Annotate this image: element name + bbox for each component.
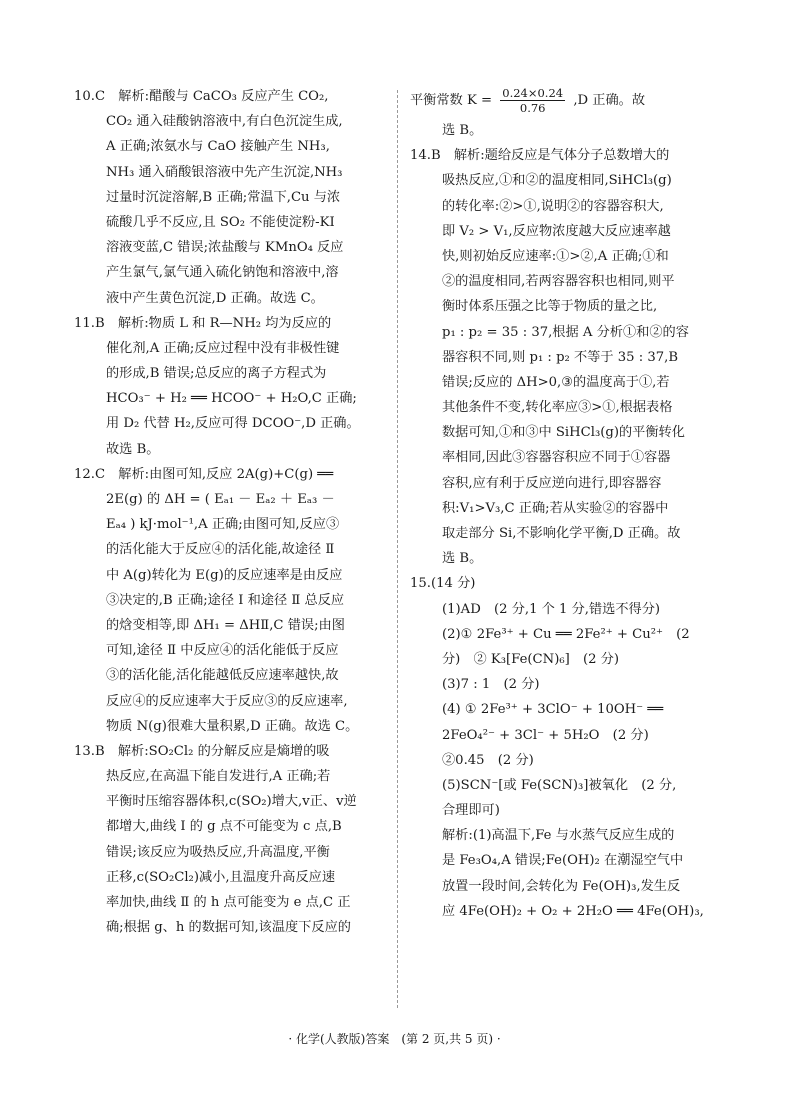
text-line: 2FeO₄²⁻ + 3Cl⁻ + 5H₂O (2 分) bbox=[442, 727, 649, 743]
text-line: (2)① 2Fe³⁺ + Cu ══ 2Fe²⁺ + Cu²⁺ (2 bbox=[442, 626, 690, 642]
text-line: 合理即可) bbox=[442, 803, 500, 819]
text-line: 可知,途径 Ⅱ 中反应④的活化能低于反应 bbox=[106, 643, 339, 659]
text-line: 应 4Fe(OH)₂ + O₂ + 2H₂O ══ 4Fe(OH)₃, bbox=[442, 903, 704, 919]
text-line: 错误;反应的 ΔH>0,③的温度高于①,若 bbox=[442, 374, 670, 390]
text-line: Eₐ₄ ) kJ·mol⁻¹,A 正确;由图可知,反应③ bbox=[106, 517, 340, 533]
text-line: p₁ : p₂ = 35 : 37,根据 A 分析①和②的容 bbox=[442, 324, 689, 340]
column-divider bbox=[397, 90, 398, 1008]
text-line: CO₂ 通入硅酸钠溶液中,有白色沉淀生成, bbox=[106, 114, 343, 130]
right-column bbox=[410, 84, 723, 924]
text-line: 10.C 解析:醋酸与 CaCO₃ 反应产生 CO₂, bbox=[74, 89, 329, 104]
text-line: 2E(g) 的 ΔH = ( Eₐ₁ － Eₐ₂ ＋ Eₐ₃ － bbox=[106, 492, 335, 507]
k-suffix: ,D 正确。故 bbox=[573, 93, 646, 108]
text-line: 快,则初始反应速率:①>②,A 正确;①和 bbox=[442, 248, 669, 264]
text-line: NH₃ 通入硝酸银溶液中先产生沉淀,NH₃ bbox=[106, 164, 343, 180]
text-line: 都增大,曲线 Ⅰ 的 g 点不可能变为 c 点,B bbox=[106, 819, 342, 835]
page-footer: · 化学(人教版)答案 (第 2 页,共 5 页) · bbox=[288, 1032, 501, 1046]
text-line: 率加快,曲线 Ⅱ 的 h 点可能变为 e 点,C 正 bbox=[106, 895, 351, 910]
left-column bbox=[74, 84, 388, 940]
k-numerator: 0.24×0.24 bbox=[502, 86, 564, 100]
text-line: 正移,c(SO₂Cl₂)减小,且温度升高反应速 bbox=[106, 869, 336, 885]
text-line: 选 B。 bbox=[442, 123, 483, 138]
text-line: 错误;该反应为吸热反应,升高温度,平衡 bbox=[106, 844, 330, 860]
text-line: 的活化能大于反应④的活化能,故途径 Ⅱ bbox=[106, 542, 335, 558]
text-line: A 正确;浓氨水与 CaO 接触产生 NH₃, bbox=[106, 139, 330, 155]
text-line: 选 B。 bbox=[442, 551, 483, 567]
text-line: ③的活化能,活化能越低反应速率越快,故 bbox=[106, 668, 339, 684]
text-line: 是 Fe₃O₄,A 错误;Fe(OH)₂ 在潮湿空气中 bbox=[442, 853, 684, 869]
text-line: (3)7 : 1 (2 分) bbox=[442, 677, 540, 693]
text-line: 硫酸几乎不反应,且 SO₂ 不能使淀粉-KI bbox=[106, 214, 335, 230]
text-line: 容积,应有利于反应逆向进行,即容器容 bbox=[442, 475, 662, 491]
text-line: 分) ② K₃[Fe(CN)₆] (2 分) bbox=[442, 651, 620, 667]
text-line: (1)AD (2 分,1 个 1 分,错选不得分) bbox=[442, 601, 661, 617]
text-line: 热反应,在高温下能自发进行,A 正确;若 bbox=[106, 769, 331, 785]
text-line: 的转化率:②>①,说明②的容器容积大, bbox=[442, 198, 664, 214]
text-line: ②0.45 (2 分) bbox=[442, 752, 534, 768]
text-line: 其他条件不变,转化率应③>①,根据表格 bbox=[442, 400, 673, 416]
text-line: 数据可知,①和③中 SiHCl₃(g)的平衡转化 bbox=[442, 425, 685, 441]
text-line: 过量时沉淀溶解,B 正确;常温下,Cu 与浓 bbox=[106, 189, 341, 205]
k-denominator: 0.76 bbox=[519, 101, 546, 115]
text-line: 产生氯气,氯气通入硫化钠饱和溶液中,溶 bbox=[106, 265, 339, 281]
text-line: 中 A(g)转化为 E(g)的反应速率是由反应 bbox=[106, 567, 343, 583]
text-line: ②的温度相同,若两容器容积也相同,则平 bbox=[442, 274, 675, 290]
text-line: 器容积不同,则 p₁ : p₂ 不等于 35 : 37,B bbox=[442, 349, 679, 365]
text-line: 13.B 解析:SO₂Cl₂ 的分解反应是熵增的吸 bbox=[74, 743, 330, 759]
text-line: 平衡时压缩容器体积,c(SO₂)增大,v正、v逆 bbox=[106, 794, 357, 810]
k-prefix: 平衡常数 K = bbox=[410, 93, 493, 108]
text-line: 即 V₂ > V₁,反应物浓度越大反应速率越 bbox=[442, 223, 671, 239]
text-line: 反应④的反应速率大于反应③的反应速率, bbox=[106, 693, 348, 709]
text-line: 确;根据 g、h 的数据可知,该温度下反应的 bbox=[106, 920, 351, 936]
text-line: 用 D₂ 代替 H₂,反应可得 DCOO⁻,D 正确。 bbox=[106, 416, 360, 432]
text-line: (4) ① 2Fe³⁺ + 3ClO⁻ + 10OH⁻ ══ bbox=[442, 702, 664, 718]
text-line: 液中产生黄色沉淀,D 正确。故选 C。 bbox=[106, 290, 324, 306]
text-line: 15.(14 分) bbox=[410, 576, 476, 592]
text-line: 取走部分 Si,不影响化学平衡,D 正确。故 bbox=[442, 526, 681, 541]
text-line: 11.B 解析:物质 L 和 R—NH₂ 均为反应的 bbox=[74, 315, 332, 331]
text-line: HCO₃⁻ + H₂ ══ HCOO⁻ + H₂O,C 正确; bbox=[106, 391, 357, 407]
text-line: 溶液变蓝,C 错误;浓盐酸与 KMnO₄ 反应 bbox=[106, 240, 344, 256]
text-line: (5)SCN⁻[或 Fe(SCN)₃]被氧化 (2 分, bbox=[442, 777, 677, 793]
text-line: 12.C 解析:由图可知,反应 2A(g)+C(g) ══ bbox=[74, 466, 334, 482]
text-line: 解析:(1)高温下,Fe 与水蒸气反应生成的 bbox=[442, 828, 675, 844]
text-line: 物质 N(g)很难大量积累,D 正确。故选 C。 bbox=[106, 718, 359, 734]
text-line: 吸热反应,①和②的温度相同,SiHCl₃(g) bbox=[442, 173, 672, 189]
k-fraction bbox=[500, 86, 565, 115]
text-line: 的焓变相等,即 ΔH₁ = ΔHⅡ,C 错误;由图 bbox=[106, 617, 345, 633]
equilibrium-constant-line bbox=[410, 84, 723, 118]
text-line: ③决定的,B 正确;途径 Ⅰ 和途径 Ⅱ 总反应 bbox=[106, 592, 345, 608]
text-line: 的形成,B 错误;总反应的离子方程式为 bbox=[106, 366, 327, 382]
text-line: 故选 B。 bbox=[106, 441, 160, 457]
text-line: 积:V₁>V₃,C 正确;若从实验②的容器中 bbox=[442, 500, 669, 516]
text-line: 催化剂,A 正确;反应过程中没有非极性键 bbox=[106, 340, 340, 356]
text-line: 14.B 解析:题给反应是气体分子总数增大的 bbox=[410, 148, 670, 164]
text-line: 率相同,因此③容器容积应不同于①容器 bbox=[442, 450, 671, 466]
text-line: 放置一段时间,会转化为 Fe(OH)₃,发生反 bbox=[442, 878, 681, 894]
text-line: 衡时体系压强之比等于物质的量之比, bbox=[442, 299, 658, 315]
